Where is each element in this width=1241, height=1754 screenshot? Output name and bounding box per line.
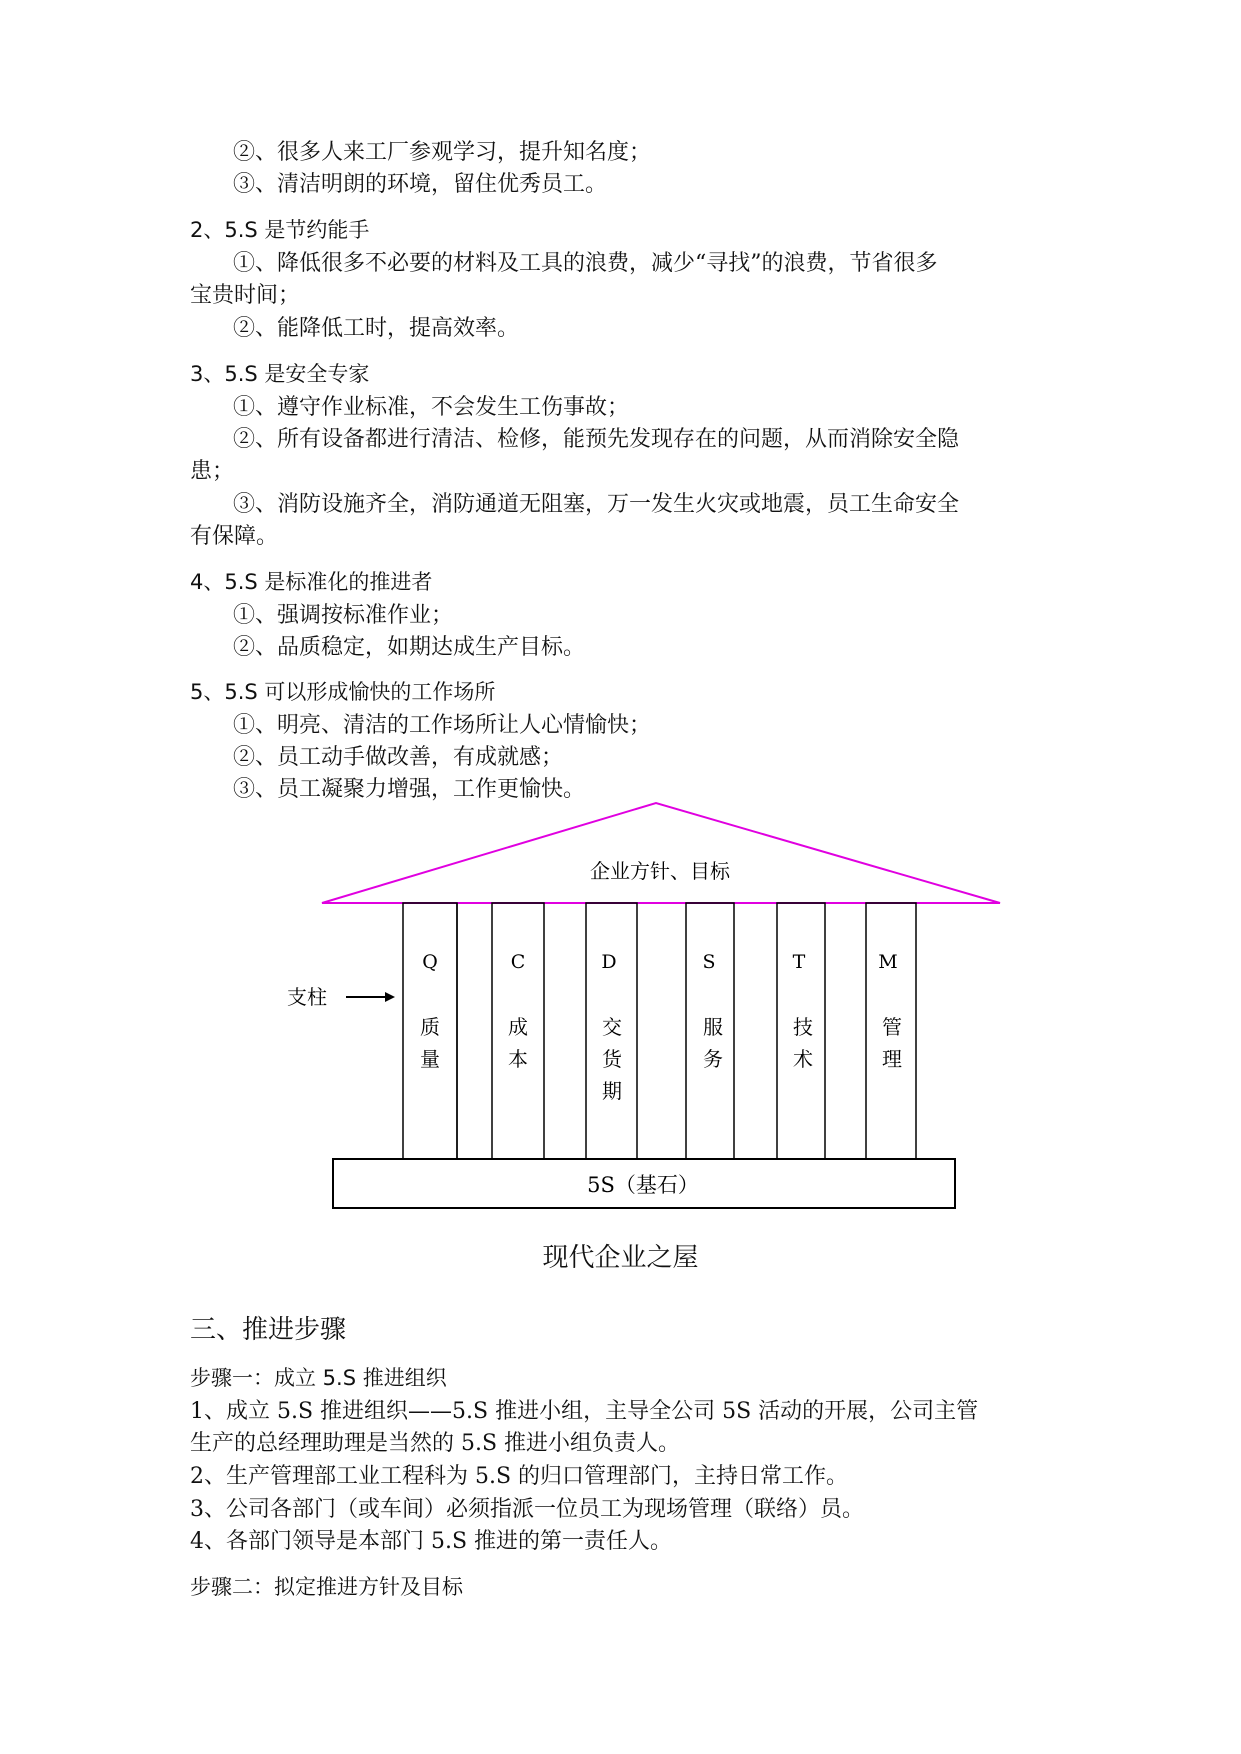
pillar-letter: C [510, 951, 526, 973]
heading-line: 5、5.S 可以形成愉快的工作场所 [190, 680, 496, 704]
diagram-caption: 现代企业之屋 [542, 1243, 699, 1273]
pillar-char: 技 [793, 1015, 813, 1039]
pillar-letter: M [878, 951, 898, 973]
pillar-char: 理 [882, 1047, 902, 1071]
text-line: ①、降低很多不必要的材料及工具的浪费，减少“寻找”的浪费，节省很多 [233, 251, 938, 276]
text-line: 有保障。 [190, 524, 279, 549]
pillar-char: 交 [602, 1015, 622, 1039]
pillar-letter: Q [422, 951, 438, 973]
pillar-char: 本 [508, 1047, 528, 1071]
pillar-label: 支柱 [287, 985, 327, 1009]
heading-line: 3、5.S 是安全专家 [190, 362, 370, 386]
roof-label: 企业方针、目标 [590, 859, 730, 883]
text-line: ①、强调按标准作业； [233, 603, 454, 628]
pillar-s [686, 903, 734, 1159]
pillar-letter: D [601, 951, 617, 973]
pillar-c [492, 903, 544, 1159]
text-line: 4、各部门领导是本部门 5.S 推进的第一责任人。 [190, 1529, 673, 1554]
pillar-char: 期 [602, 1079, 622, 1103]
text-line: 患； [190, 459, 235, 484]
base-label: 5S（基石） [587, 1173, 699, 1197]
text-line: 1、成立 5.S 推进组织——5.S 推进小组，主导全公司 5S 活动的开展，公司主管 [190, 1399, 979, 1424]
heading-line: 4、5.S 是标准化的推进者 [190, 570, 433, 594]
text-line: ②、很多人来工厂参观学习，提升知名度； [233, 140, 652, 165]
pillar-char: 务 [703, 1047, 723, 1071]
text-line: 生产的总经理助理是当然的 5.S 推进小组负责人。 [190, 1431, 681, 1456]
step-title: 步骤一：成立 5.S 推进组织 [190, 1366, 447, 1390]
arrow-icon [346, 992, 395, 1002]
heading-line: 2、5.S 是节约能手 [190, 218, 370, 242]
section-title: 三、推进步骤 [190, 1315, 347, 1345]
text-line: ③、消防设施齐全，消防通道无阻塞，万一发生火灾或地震，员工生命安全 [233, 492, 960, 517]
pillar-char: 质 [420, 1015, 440, 1039]
roof [322, 803, 1000, 903]
pillar-char: 管 [882, 1015, 902, 1039]
text-line: ②、员工动手做改善，有成就感； [233, 745, 564, 770]
text-line: ②、能降低工时，提高效率。 [233, 316, 520, 341]
pillar-m [866, 903, 916, 1159]
pillar-d [586, 903, 637, 1159]
text-line: 3、公司各部门（或车间）必须指派一位员工为现场管理（联络）员。 [190, 1497, 864, 1522]
text-line: ②、所有设备都进行清洁、检修，能预先发现存在的问题，从而消除安全隐 [233, 427, 960, 452]
text-line: ③、清洁明朗的环境，留住优秀员工。 [233, 172, 608, 197]
text-line: 宝贵时间； [190, 283, 301, 308]
text-line: ③、员工凝聚力增强，工作更愉快。 [233, 777, 586, 802]
pillar-letter: S [702, 951, 716, 973]
pillar-char: 成 [508, 1015, 528, 1039]
text-line: ②、品质稳定，如期达成生产目标。 [233, 635, 586, 660]
pillar-t [777, 903, 825, 1159]
pillar-char: 量 [420, 1047, 440, 1071]
step-title: 步骤二：拟定推进方针及目标 [190, 1575, 463, 1599]
pillar-q [403, 903, 457, 1159]
pillar-char: 服 [703, 1015, 723, 1039]
pillar-letter: T [792, 951, 806, 973]
text-line: 2、生产管理部工业工程科为 5.S 的归口管理部门，主持日常工作。 [190, 1464, 849, 1489]
pillar-char: 货 [602, 1047, 622, 1071]
text-line: ①、遵守作业标准，不会发生工伤事故； [233, 395, 630, 420]
pillar-char: 术 [793, 1047, 813, 1071]
text-line: ①、明亮、清洁的工作场所让人心情愉快； [233, 713, 652, 738]
